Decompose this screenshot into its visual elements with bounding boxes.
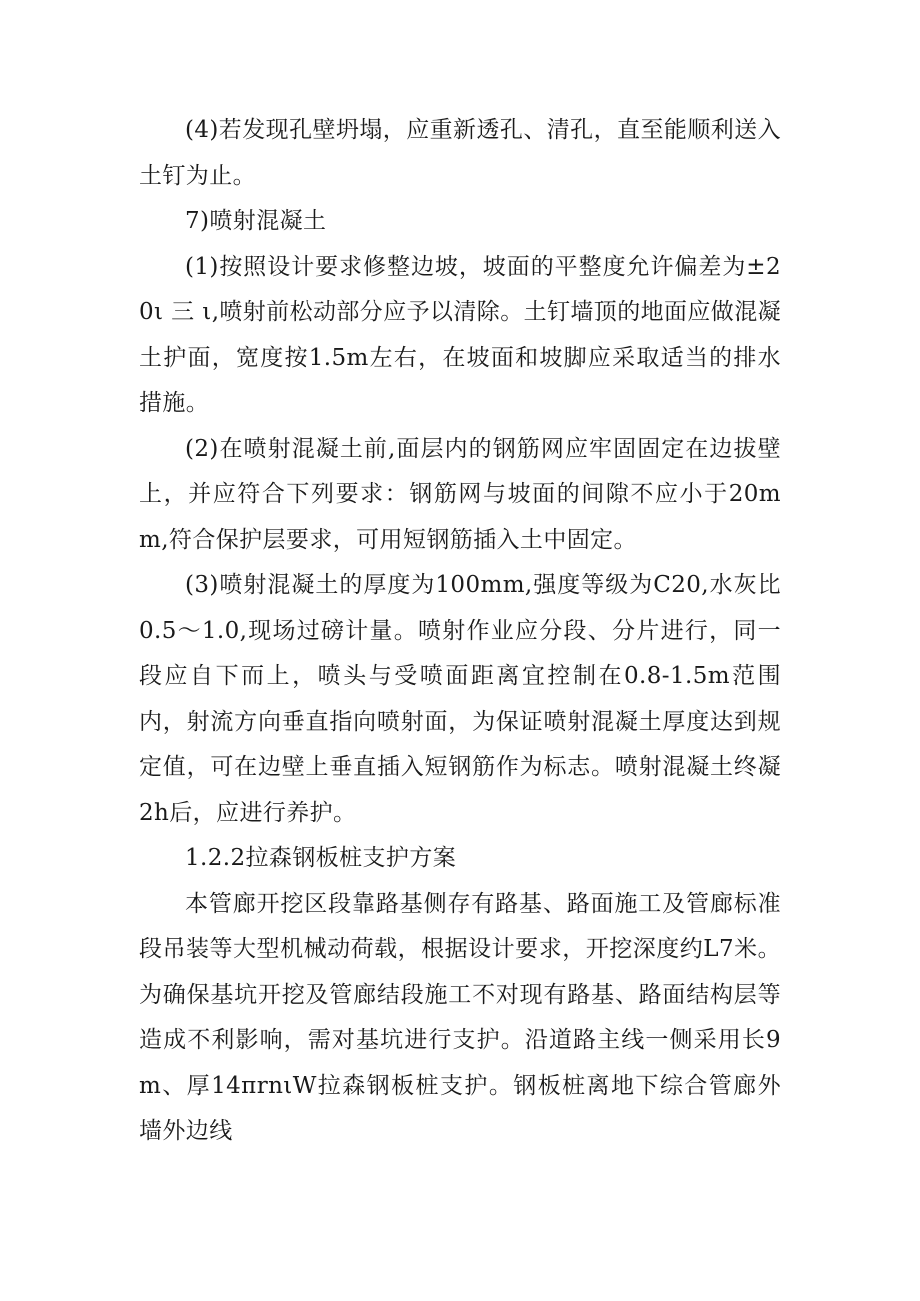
paragraph-shotcrete-thickness: (3)喷射混凝土的厚度为100mm,强度等级为C20,水灰比0.5～1.0,现场过磅计量。喷射作业应分段、分片进行，同一段应自下而上，喷头与受喷面距离宜控制在0.8-1.5m范围内，射流方向垂直指向喷射面，为保证喷射混凝土厚度达到规定值，可在边壁上垂直插入短钢筋作为标志。喷射混凝土终凝2h后，应进行养护。 — [139, 572, 781, 826]
paragraph-slope-trimming: (1)按照设计要求修整边坡，坡面的平整度允许偏差为±20ι 三 ι,喷射前松动部分应予以清除。土钉墙顶的地面应做混凝土护面，宽度按1.5m左右，在坡面和坡脚应采取适当的排水措施。 — [139, 253, 782, 416]
paragraph-hole-collapse: (4)若发现孔壁坍塌，应重新透孔、清孔，直至能顺利送入土钉为止。 — [139, 117, 781, 189]
paragraph-sheet-pile-support: 本管廊开挖区段靠路基侧存有路基、路面施工及管廊标准段吊装等大型机械动荷载，根据设计要求，开挖深度约L7米。为确保基坑开挖及管廊结段施工不对现有路基、路面结构层等造成不利影响，需对基坑进行支护。沿道路主线一侧采用长9m、厚14πrnιW拉森钢板桩支护。钢板桩离地下综合管廊外墙外边线 — [139, 890, 781, 1144]
document-body — [139, 108, 781, 1155]
section-heading-larsen-sheet-pile: 1.2.2拉森钢板桩支护方案 — [185, 845, 457, 871]
section-heading-shotcrete: 7)喷射混凝土 — [185, 208, 327, 234]
paragraph-rebar-mesh: (2)在喷射混凝土前,面层内的钢筋网应牢固固定在边拔壁上，并应符合下列要求：钢筋网与坡面的间隙不应小于20mm,符合保护层要求，可用短钢筋插入土中固定。 — [139, 435, 781, 553]
